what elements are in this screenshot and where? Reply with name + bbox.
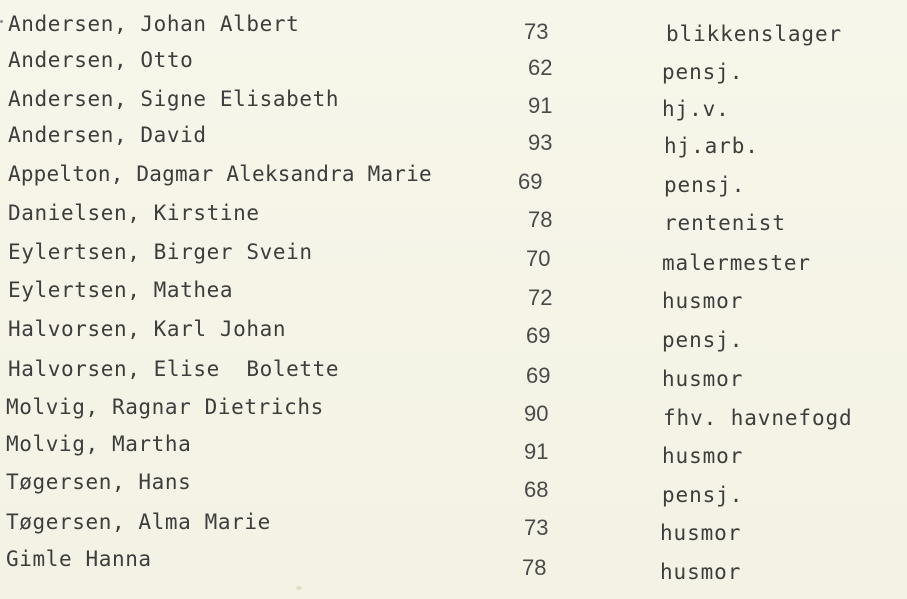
person-name: Molvig, Martha (6, 432, 192, 456)
list-row (0, 428, 907, 468)
person-age: 68 (524, 477, 549, 502)
list-row (0, 390, 907, 430)
person-occupation: husmor (662, 289, 744, 313)
person-name: Danielsen, Kirstine (8, 201, 260, 225)
person-name: Molvig, Ragnar Dietrichs (6, 395, 324, 419)
person-name: Andersen, David (8, 123, 207, 147)
list-row (0, 161, 907, 197)
person-occupation: husmor (660, 521, 742, 545)
person-age: 91 (524, 439, 549, 464)
person-age: 90 (524, 401, 549, 426)
person-occupation: hj.arb. (664, 134, 759, 158)
person-name: Andersen, Johan Albert (8, 12, 300, 36)
person-age: 72 (528, 285, 553, 310)
list-row (0, 314, 907, 350)
person-name: Eylertsen, Mathea (8, 278, 234, 302)
person-name: Gimle Hanna (6, 547, 152, 571)
person-age: 69 (518, 169, 543, 194)
person-occupation: pensj. (662, 60, 744, 84)
list-row (0, 543, 907, 584)
person-age: 78 (528, 207, 553, 232)
person-occupation: rentenist (664, 211, 786, 235)
person-name: Tøgersen, Hans (6, 470, 192, 494)
person-occupation: pensj. (662, 483, 744, 507)
person-age: 93 (528, 130, 553, 155)
paper-blot (296, 586, 302, 590)
person-occupation: pensj. (662, 328, 744, 352)
person-name: Andersen, Signe Elisabeth (8, 87, 340, 111)
list-row (0, 10, 907, 46)
list-row (0, 466, 907, 507)
person-age: 78 (522, 555, 547, 580)
list-row (0, 276, 907, 312)
person-age: 69 (526, 363, 551, 388)
person-occupation: husmor (662, 444, 744, 468)
person-occupation: pensj. (664, 173, 746, 197)
list-row (0, 121, 907, 157)
list-row (0, 505, 907, 545)
person-age: 73 (524, 19, 549, 44)
list-row (0, 47, 907, 83)
person-name: Tøgersen, Alma Marie (6, 510, 271, 534)
person-occupation: malermester (662, 251, 811, 275)
person-occupation: hj.v. (662, 97, 730, 121)
person-name: Appelton, Dagmar Aleksandra Marie (8, 162, 432, 186)
list-row (0, 199, 907, 235)
person-occupation: husmor (662, 367, 744, 391)
list-row (0, 352, 907, 391)
person-occupation: blikkenslager (666, 22, 843, 46)
person-occupation: fhv. havnefogd (663, 406, 853, 430)
list-row (0, 86, 907, 122)
list-row (0, 237, 907, 273)
person-name: Eylertsen, Birger Svein (8, 240, 313, 264)
person-age: 70 (526, 246, 551, 271)
person-name: Halvorsen, Elise Bolette (8, 357, 340, 381)
person-name: Halvorsen, Karl Johan (8, 317, 287, 341)
person-age: 62 (528, 55, 553, 80)
person-age: 73 (524, 515, 549, 540)
person-occupation: husmor (660, 560, 742, 584)
person-age: 91 (528, 93, 553, 118)
person-name: Andersen, Otto (8, 48, 194, 72)
person-age: 69 (526, 323, 551, 348)
